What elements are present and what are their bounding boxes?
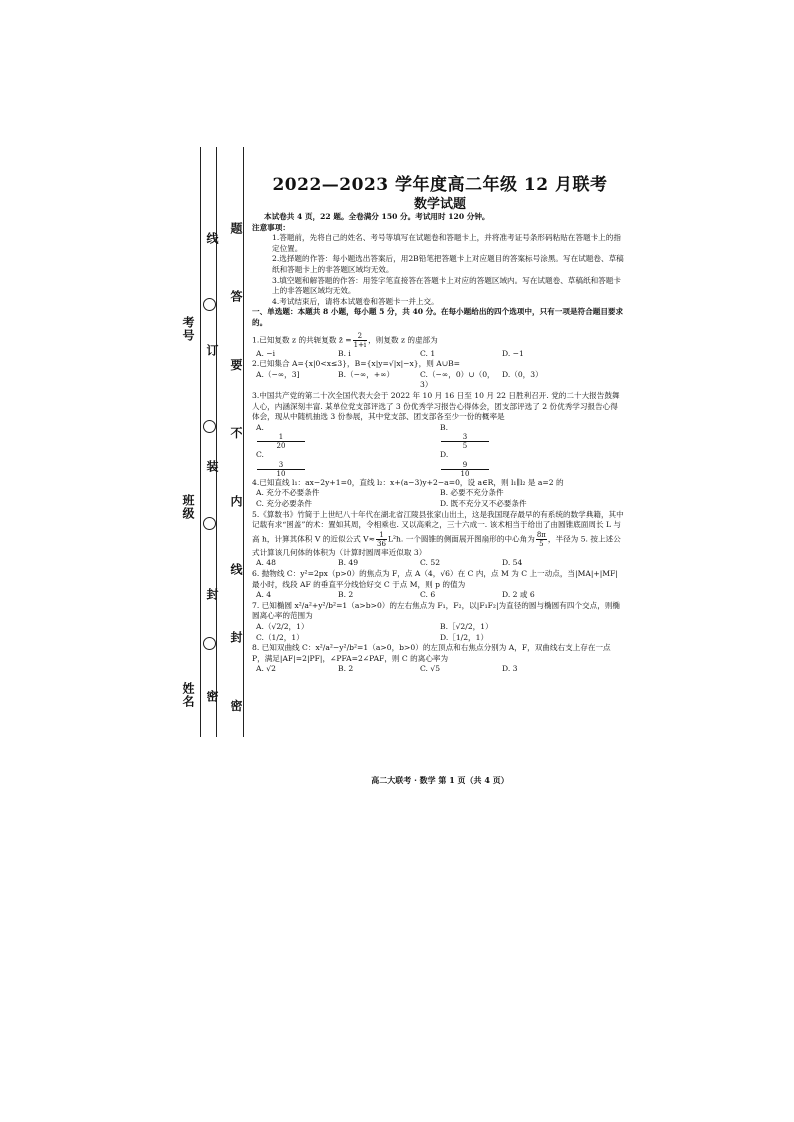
option-d: D. $\frac{9}{10}$ bbox=[440, 450, 624, 478]
intro-text: 本试卷共 4 页，22 题。全卷满分 150 分。考试用时 120 分钟。 bbox=[264, 212, 490, 221]
option-b: B. 49 bbox=[338, 558, 359, 568]
option-c: C. 1 bbox=[420, 348, 436, 358]
option-c: C.（1/2，1） bbox=[256, 632, 304, 642]
q8-options bbox=[252, 664, 624, 675]
question-4: 4.已知直线 l₁：ax−2y+1=0，直线 l₂：x+(a−3)y+2−a=0，设 a∈R，则 l₁∥l₂ 是 a=2 的 bbox=[252, 477, 564, 487]
option-b: B.［√2/2，1） bbox=[440, 622, 493, 631]
option-a: A. −i bbox=[256, 348, 276, 358]
option-c: C. 52 bbox=[420, 558, 441, 568]
exam-title: 2022—2023 学年度高二年级 12 月联考 bbox=[272, 175, 608, 195]
section-heading: 一、单选题：本题共 8 小题，每小题 5 分，共 40 分。在每小题给出的四个选项中，只有一项是符合题目要求的。 bbox=[252, 307, 624, 327]
exam-subtitle: 数学试题 bbox=[413, 197, 466, 212]
exam-content bbox=[252, 212, 624, 675]
binding-hole bbox=[203, 637, 216, 650]
option-b: B. $\frac{3}{5}$ bbox=[440, 423, 624, 451]
q2-options bbox=[252, 370, 624, 391]
option-b: B. 必要不充分条件 bbox=[440, 488, 504, 498]
question-1: 1.已知复数 z 的共轭复数 z̄ = $\frac{2}{1+i}$ ，则复数 z 的虚部为 bbox=[252, 331, 438, 349]
question-7: 7. 已知椭圆 x²/a²+y²/b²=1（a>b>0）的左右焦点为 F₁，F₂，以|F₁F₂|为直径的圆与椭圆有四个交点，则椭圆离心率的范围为 bbox=[252, 600, 621, 621]
binding-hole bbox=[203, 420, 216, 433]
q3-options-row2 bbox=[252, 450, 624, 478]
option-a: A.（√2/2，1） bbox=[256, 622, 309, 631]
option-a: A.（−∞，3] bbox=[256, 369, 300, 379]
option-a: A. 48 bbox=[256, 558, 276, 568]
mark-ding: 订 bbox=[205, 344, 219, 357]
question-5: 5.《算数书》竹简于上世纪八十年代在湖北省江陵县张家山出土，这是我国现存最早的有系统的数学典籍，其中记载有求“囷盖”的术：置如其周，令相乘也. 又以高乘之，三十六成一. 该术相当于给出了由圆锥底面周长 L 与高 h，计算其体积 V 的近似公式 V≈ $\frac{1}{36}$ L²h. 一个圆锥的侧面展开图扇形的中心角为 $\frac{8\pi}{5}$ ，半径为 5. 按上述公式计算该几何体的体积为（计算时圆周率近似取 3） bbox=[252, 509, 624, 557]
option-a: A. $\frac{1}{20}$ bbox=[256, 423, 440, 451]
question-8: 8. 已知双曲线 C：x²/a²−y²/b²=1（a>0，b>0）的左顶点和右焦点分别为 A，F，双曲线右支上存在一点 P，满足|AF|=2|PF|，∠PFA=2∠PAF，则 C 的离心率为 bbox=[252, 643, 611, 663]
option-b: B. i bbox=[338, 348, 351, 358]
option-d: D.（0，3） bbox=[502, 369, 543, 379]
question-6: 6. 抛物线 C：y²=2px（p>0）的焦点为 F，点 A（4，√6）在 C 内，点 M 为 C 上一动点，当|MA|+|MF|最小时，线段 AF 的垂直平分线恰好交 C 于点 M，则 p 的值为 bbox=[252, 569, 618, 589]
fraction: $\frac{2}{1+i}$ bbox=[353, 331, 367, 349]
q4-options-row2 bbox=[252, 499, 624, 510]
option-c: C. 充分必要条件 bbox=[256, 499, 312, 509]
note-4: 4.考试结束后，请将本试题卷和答题卡一并上交。 bbox=[272, 296, 439, 306]
option-d: D. 既不充分又不必要条件 bbox=[440, 499, 527, 509]
option-d: D. 2 或 6 bbox=[502, 590, 535, 600]
q6-options bbox=[252, 590, 624, 601]
margin-warning: 题 答 要 不 内 线 封 密 bbox=[229, 222, 243, 738]
option-c: C.（−∞，0）∪（0，3） bbox=[420, 369, 495, 390]
q5-options bbox=[252, 558, 624, 569]
option-d: D. 3 bbox=[502, 664, 518, 674]
mark-zhuang: 装 bbox=[205, 460, 219, 473]
q3-options-row1 bbox=[252, 423, 624, 451]
option-c: C. √5 bbox=[420, 664, 441, 674]
label-xingming: 姓名 bbox=[181, 682, 195, 708]
option-c: C. 6 bbox=[420, 590, 436, 600]
q7-options-row2 bbox=[252, 633, 624, 644]
page-footer: 高二大联考 · 数学 第 1 页（共 4 页） bbox=[371, 775, 509, 785]
mark-xian: 线 bbox=[205, 232, 219, 245]
q1-options bbox=[252, 349, 624, 360]
option-a: A. 充分不必要条件 bbox=[256, 488, 320, 498]
question-2: 2.已知集合 A={x|0<x≤3}，B={x|y=√|x|−x}，则 A∪B= bbox=[252, 359, 461, 369]
question-3: 3.中国共产党的第二十次全国代表大会于 2022 年 10 月 16 日至 10 月 22 日胜利召开. 党的二十大报告鼓舞人心，内涵深刻丰富. 某单位党支部评选了 3 份优秀学习报告心得体会，团支部评选了 2 份优秀学习报告心得体会，现从中随机抽选 3 份参展，其中党支部、团支部各至少一份的概率是 bbox=[252, 390, 620, 422]
option-b: B.（−∞，+∞） bbox=[338, 369, 395, 379]
q7-options-row1 bbox=[252, 622, 624, 633]
q4-options-row1 bbox=[252, 488, 624, 499]
note-3: 3.填空题和解答题的作答：用签字笔直接答在答题卡上对应的答题区域内。写在试题卷、草稿纸和答题卡上的非答题区域均无效。 bbox=[272, 275, 621, 296]
binding-hole bbox=[203, 298, 216, 311]
label-kaohao: 考号 bbox=[181, 316, 195, 342]
binding-hole bbox=[203, 517, 216, 530]
mark-mi: 密 bbox=[205, 690, 219, 703]
notes-heading: 注意事项： bbox=[252, 222, 290, 232]
option-a: A. 4 bbox=[256, 590, 272, 600]
option-b: B. 2 bbox=[338, 664, 354, 674]
note-2: 2.选择题的作答：每小题选出答案后，用2B铅笔把答题卡上对应题目的答案标号涂黑。写在试题卷、草稿纸和答题卡上的非答题区域均无效。 bbox=[272, 254, 624, 274]
option-a: A. √2 bbox=[256, 664, 276, 674]
option-d: D. 54 bbox=[502, 558, 523, 568]
margin-rule-outer bbox=[200, 147, 201, 737]
option-c: C. $\frac{3}{10}$ bbox=[256, 450, 440, 478]
label-banji: 班级 bbox=[181, 494, 195, 520]
option-d: D. −1 bbox=[502, 348, 524, 358]
mark-feng: 封 bbox=[205, 588, 219, 601]
note-1: 1.答题前，先将自己的姓名、考号等填写在试题卷和答题卡上，并将准考证号条形码粘贴在答题卡上的指定位置。 bbox=[272, 233, 621, 253]
option-d: D.［1/2，1） bbox=[440, 632, 489, 642]
option-b: B. 2 bbox=[338, 590, 354, 600]
